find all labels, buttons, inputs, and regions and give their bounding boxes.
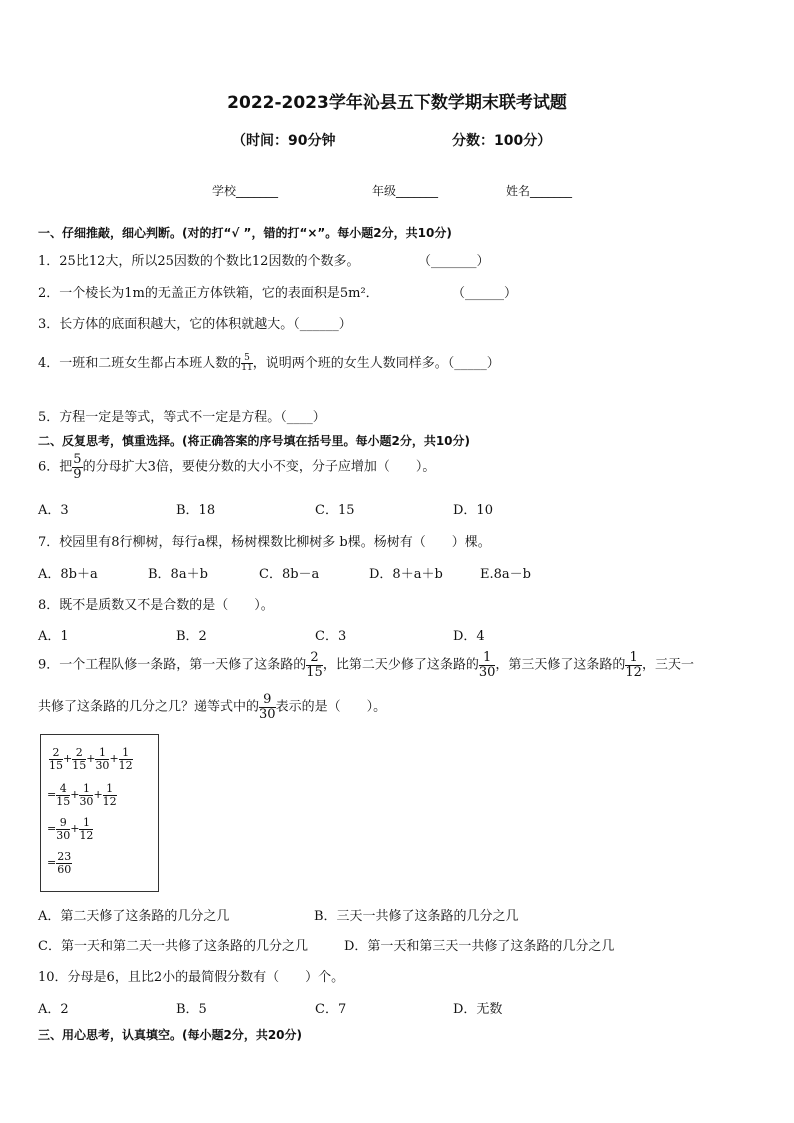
fraction-denominator: 15 [72,758,87,772]
option-a: A．2 [38,1002,69,1017]
fraction-denominator: 11 [241,363,253,373]
fraction-numerator: 2 [49,747,63,760]
option-c: C．7 [315,1002,347,1017]
question-9-text-a: 9．一个工程队修一条路，第一天修了这条路的 [38,657,307,673]
fraction-denominator: 12 [79,828,94,842]
fraction [56,783,70,807]
exam-time: （时间：90分钟 [232,133,336,149]
fraction [72,747,86,771]
fraction [103,783,117,807]
fraction-numerator: 2 [306,651,323,666]
section-3-heading: 三、用心思考，认真填空。(每小题2分，共20分) [38,1028,303,1042]
name-field: 姓名_______ [506,184,573,198]
calc-line-2 [47,783,117,807]
question-2: 2．一个棱长为1m的无盖正方体铁箱，它的表面积是5m²． [38,286,379,301]
fraction-numerator: 1 [625,651,642,666]
fraction-numerator: 1 [95,747,109,760]
option-b: B．18 [176,503,216,518]
fraction [479,651,496,679]
question-9-text-b: ，比第二天少修了这条路的 [322,657,479,673]
question-9-text-e: 共修了这条路的几分之几？递等式中的 [38,699,260,715]
fraction-denominator: 30 [259,706,276,722]
fraction [72,453,82,481]
question-6-text-b: 的分母扩大3倍，要使分数的大小不变，分子应增加（ ）。 [82,459,436,475]
question-10: 10．分母是6，且比2小的最简假分数有（ ）个。 [38,970,345,985]
fraction-numerator: 1 [119,747,133,760]
fraction [259,693,276,721]
option-b: B．三天一共修了这条路的几分之几 [314,909,519,924]
option-b: B．5 [176,1002,207,1017]
fraction-denominator: 15 [49,758,63,772]
fraction [119,747,133,771]
fraction [95,747,109,771]
fraction-denominator: 12 [118,758,133,772]
question-9-text-f: 表示的是（ ）。 [275,699,387,715]
question-1-blank: （_______） [418,254,490,269]
question-3: 3．长方体的底面积越大，它的体积就越大。（______） [38,317,352,332]
fraction-numerator: 1 [103,783,117,796]
plus-sign: + [86,752,96,766]
question-1: 1．25比12大，所以25因数的个数比12因数的个数多。 [38,254,360,269]
calc-line-4 [47,851,72,875]
calc-line-1 [49,747,133,771]
option-d: D．第一天和第三天一共修了这条路的几分之几 [344,939,615,954]
option-a: A．3 [38,503,69,518]
option-d: D．无数 [453,1002,503,1017]
exam-score: 分数：100分） [452,133,552,149]
fraction-denominator: 9 [73,466,82,482]
question-9-text-d: ，三天一 [641,657,694,673]
option-d: D．10 [453,503,493,518]
plus-sign: + [109,752,119,766]
plus-sign: + [93,788,103,802]
fraction [56,851,72,875]
fraction-numerator: 23 [57,850,72,863]
equals-sign: = [47,788,57,802]
fraction [241,354,252,374]
equals-sign: = [47,822,57,836]
question-6-text-a: 6．把 [38,459,73,475]
school-field: 学校_______ [212,184,279,198]
fraction-numerator: 9 [259,693,276,708]
fraction [56,817,70,841]
fraction [306,651,323,679]
option-a: A．1 [38,629,69,644]
section-2-heading: 二、反复思考，慎重选择。(将正确答案的序号填在括号里。每小题2分，共10分) [38,434,471,448]
fraction-denominator: 15 [306,664,323,680]
option-c: C．第一天和第二天一共修了这条路的几分之几 [38,939,308,954]
option-a: A．第二天修了这条路的几分之几 [38,909,230,924]
question-8: 8．既不是质数又不是合数的是（ ）。 [38,598,274,613]
fraction-numerator: 2 [72,747,86,760]
grade-field: 年级_______ [372,184,439,198]
fraction-denominator: 30 [56,828,71,842]
plus-sign: + [70,822,80,836]
question-9-text-c: ，第三天修了这条路的 [495,657,626,673]
fraction-denominator: 30 [95,758,110,772]
equals-sign: = [47,856,57,870]
plus-sign: + [63,752,73,766]
fraction-numerator: 5 [73,452,82,467]
calc-line-3 [47,817,93,841]
question-4 [38,352,500,373]
question-6 [38,453,435,481]
fraction [625,651,642,679]
question-9-line-1 [38,651,694,679]
fraction-denominator: 12 [102,794,117,808]
fraction-denominator: 60 [57,862,72,876]
fraction-denominator: 30 [79,794,94,808]
option-e: E.8a－b [480,567,531,582]
fraction-numerator: 4 [56,783,70,796]
fraction-numerator: 5 [241,354,252,364]
fraction-denominator: 30 [478,664,496,680]
fraction-numerator: 9 [56,817,70,830]
option-c: C．3 [315,629,347,644]
fraction-denominator: 15 [56,794,71,808]
option-d: D．8＋a＋b [369,567,443,582]
plus-sign: + [70,788,80,802]
fraction-numerator: 1 [79,783,93,796]
option-c: C．8b－a [259,567,320,582]
page-title: 2022-2023学年沁县五下数学期末联考试题 [227,93,567,113]
question-4-text-a: 4．一班和二班女生都占本班人数的 [38,356,242,371]
fraction [49,747,63,771]
question-9-line-2 [38,693,386,721]
fraction [79,817,93,841]
option-b: B．8a＋b [148,567,208,582]
fraction-numerator: 1 [479,651,496,666]
option-c: C．15 [315,503,355,518]
fraction [79,783,93,807]
option-d: D．4 [453,629,485,644]
fraction-denominator: 12 [625,664,642,680]
option-b: B．2 [176,629,207,644]
question-2-blank: （______） [452,286,518,301]
question-4-text-b: ，说明两个班的女生人数同样多。（_____） [252,356,500,371]
section-1-heading: 一、仔细推敲，细心判断。(对的打“√ ”，错的打“×”。每小题2分，共10分) [38,226,452,240]
question-5: 5．方程一定是等式，等式不一定是方程。（____） [38,410,326,425]
calculation-box [40,734,159,892]
question-7: 7．校园里有8行柳树，每行a棵，杨树棵数比柳树多 b棵。杨树有（ ）棵。 [38,535,491,550]
option-a: A．8b＋a [38,567,98,582]
fraction-numerator: 1 [79,817,93,830]
